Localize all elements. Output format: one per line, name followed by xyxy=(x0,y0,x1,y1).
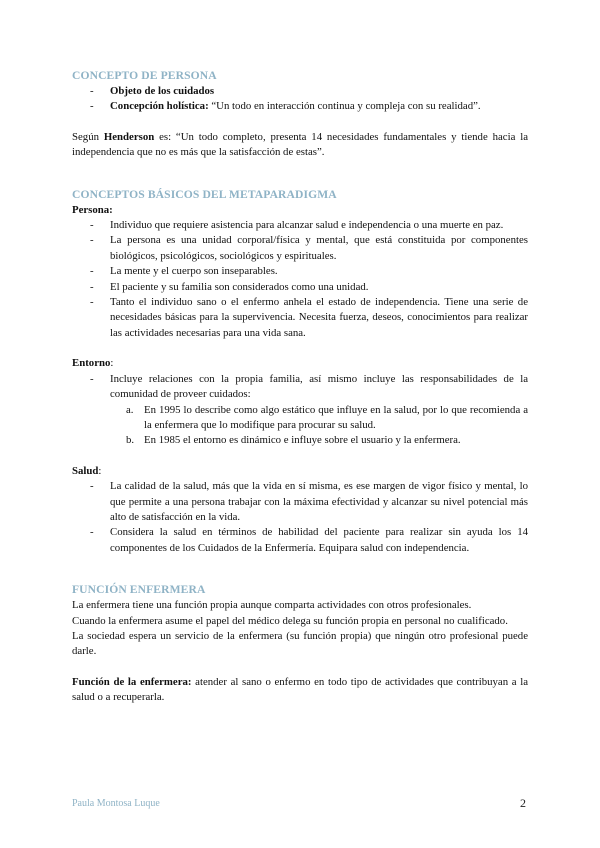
page-number: 2 xyxy=(520,796,526,810)
entorno-sublist xyxy=(72,403,528,449)
entorno-subtitle: Entorno: xyxy=(72,357,114,370)
document-page xyxy=(72,68,528,706)
funcion-paragraph: Cuando la enfermera asume el papel del médico delega su función propia en personal no cualificado. xyxy=(72,614,508,627)
funcion-paragraph: La sociedad espera un servicio de la enfermera (su función propia) que ningún otro profesional puede darle. xyxy=(72,629,528,658)
list-item: - La mente y el cuerpo son inseparables. xyxy=(72,264,528,279)
entorno-list xyxy=(72,372,528,403)
persona-list xyxy=(72,218,528,341)
henderson-paragraph: Según Henderson es: “Un todo completo, presenta 14 necesidades fundamentales y tiende hacia la independencia que no es más que la satisfacción de estas”. xyxy=(72,130,528,159)
list-item: - Tanto el individuo sano o el enfermo anhela el estado de independencia. Tiene una serie de necesidades básicas para la supervivencia. Necesita fuerza, deseos, conocimientos para realizar las actividades necesarias para una vida sana. xyxy=(72,295,528,341)
heading-concepto-persona: CONCEPTO DE PERSONA xyxy=(72,69,217,82)
list-item: - El paciente y su familia son considerados como una unidad. xyxy=(72,280,528,295)
salud-list xyxy=(72,479,528,556)
list-item: - La calidad de la salud, más que la vida en sí misma, es ese margen de vigor físico y mental, lo que permite a una persona trabajar con la máxima efectividad y alcanzar su nivel potencial más alto de satisfacción en la vida. xyxy=(72,479,528,525)
list-item: - Concepción holística: “Un todo en interacción continua y compleja con su realidad”. xyxy=(72,99,528,114)
footer-author: Paula Montosa Luque xyxy=(72,798,160,809)
sublist-item: b. En 1985 el entorno es dinámico e influye sobre el usuario y la enfermera. xyxy=(126,434,461,447)
salud-subtitle: Salud: xyxy=(72,464,102,477)
heading-metaparadigma: CONCEPTOS BÁSICOS DEL METAPARADIGMA xyxy=(72,187,337,201)
page-footer xyxy=(72,796,528,814)
list-item: - Individuo que requiere asistencia para alcanzar salud e independencia o una muerte en paz. xyxy=(72,218,528,233)
list-item: - Considera la salud en términos de habilidad del paciente para realizar sin ayuda los 14 componentes de los Cuidados de la Enfermería. Equipara salud con independencia. xyxy=(72,525,528,556)
heading-funcion-enfermera: FUNCIÓN ENFERMERA xyxy=(72,583,206,597)
concepto-list xyxy=(72,84,528,115)
persona-subtitle: Persona: xyxy=(72,203,113,216)
list-item: - Objeto de los cuidados xyxy=(72,84,528,99)
funcion-paragraph: La enfermera tiene una función propia aunque comparta actividades con otros profesionales. xyxy=(72,599,472,612)
list-item: - La persona es una unidad corporal/física y mental, que está constituida por componentes biológicos, psicológicos, sociológicos y espirituales. xyxy=(72,233,528,264)
funcion-definicion: Función de la enfermera: atender al sano o enfermo en todo tipo de actividades que contribuyan a la salud o a recuperarla. xyxy=(72,675,528,704)
sublist-item: a. En 1995 lo describe como algo estático que influye en la salud, por lo que recomienda a la enfermera que lo modifique para procurar su salud. xyxy=(126,403,528,431)
list-item: - Incluye relaciones con la propia familia, así mismo incluye las responsabilidades de la comunidad de proveer cuidados: xyxy=(72,372,528,403)
